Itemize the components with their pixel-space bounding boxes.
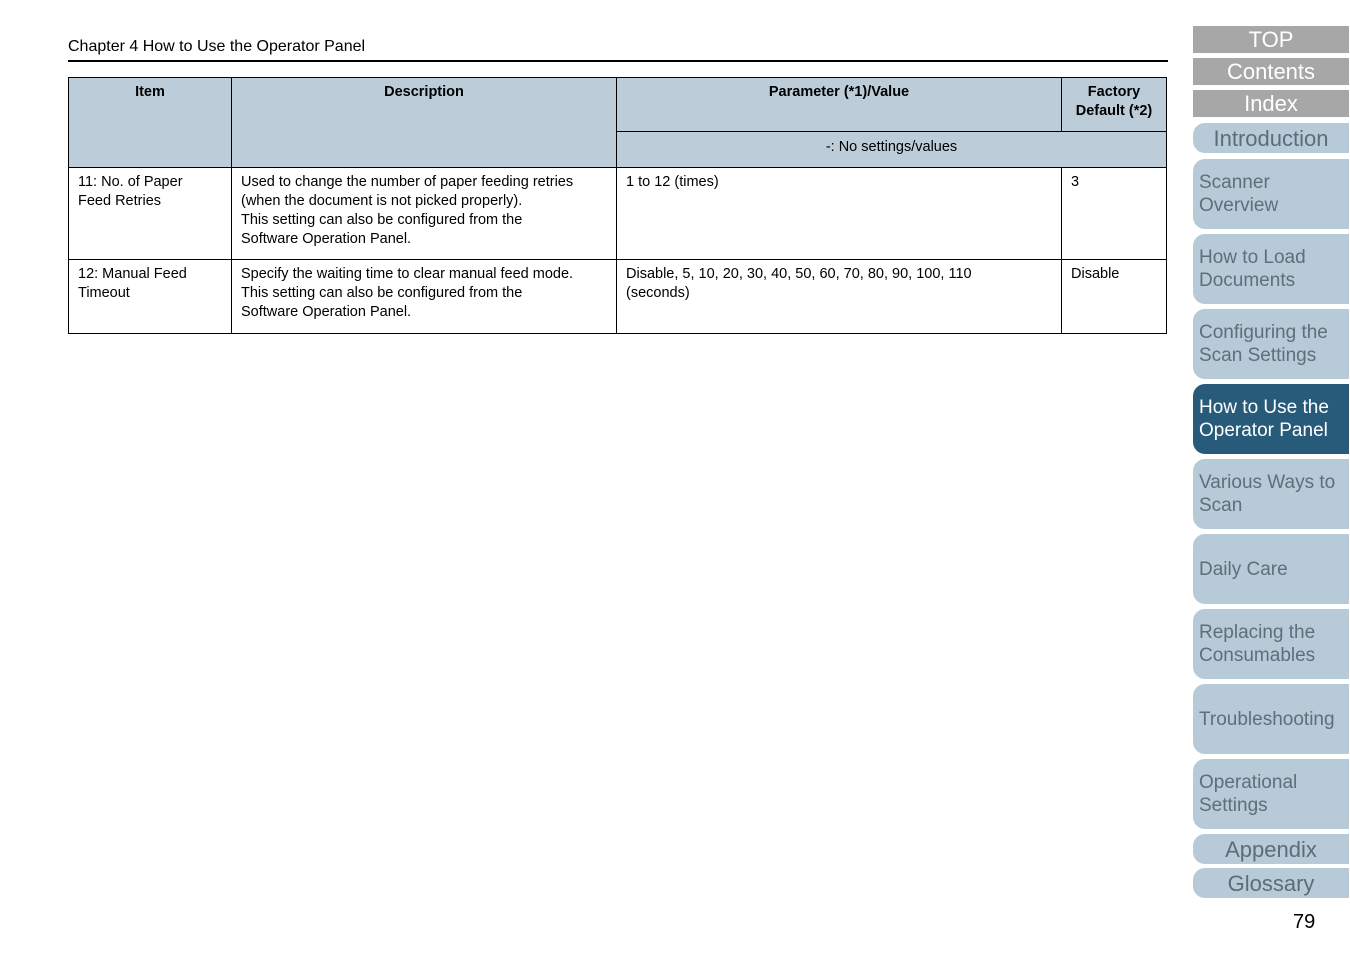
no-settings-note: -: No settings/values: [617, 132, 1167, 168]
nav-tab-appendix[interactable]: Appendix: [1193, 834, 1349, 864]
chapter-title: Chapter 4 How to Use the Operator Panel: [68, 38, 366, 55]
nav-index-button[interactable]: Index: [1193, 90, 1349, 117]
table-row: [69, 260, 1167, 334]
settings-table: [68, 77, 1167, 334]
column-header-parameter: Parameter (*1)/Value: [617, 78, 1062, 132]
header-rule: [68, 60, 1168, 62]
nav-tab-operational-settings[interactable]: Operational Settings: [1193, 759, 1349, 829]
value-cell: 1 to 12 (times): [617, 168, 1062, 260]
default-cell: Disable: [1062, 260, 1167, 334]
table-row: [69, 168, 1167, 260]
item-cell: 12: Manual Feed Timeout: [69, 260, 232, 334]
description-cell: Used to change the number of paper feeding retries (when the document is not picked properly). This setting can also be configured from the Software Operation Panel.: [232, 168, 617, 260]
nav-tab-troubleshooting[interactable]: Troubleshooting: [1193, 684, 1349, 754]
nav-tab-operator-panel[interactable]: How to Use the Operator Panel: [1193, 384, 1349, 454]
nav-top-button[interactable]: TOP: [1193, 26, 1349, 53]
nav-tab-scanner-overview[interactable]: Scanner Overview: [1193, 159, 1349, 229]
nav-tab-introduction[interactable]: Introduction: [1193, 123, 1349, 153]
value-cell: Disable, 5, 10, 20, 30, 40, 50, 60, 70, 80, 90, 100, 110 (seconds): [617, 260, 1062, 334]
default-cell: 3: [1062, 168, 1167, 260]
item-cell: 11: No. of Paper Feed Retries: [69, 168, 232, 260]
nav-tab-daily-care[interactable]: Daily Care: [1193, 534, 1349, 604]
nav-tab-configuring-scan-settings[interactable]: Configuring the Scan Settings: [1193, 309, 1349, 379]
column-header-item: Item: [69, 78, 232, 168]
column-header-factory-default: Factory Default (*2): [1062, 78, 1167, 132]
nav-tab-replacing-consumables[interactable]: Replacing the Consumables: [1193, 609, 1349, 679]
nav-tab-how-to-load-documents[interactable]: How to Load Documents: [1193, 234, 1349, 304]
column-header-description: Description: [232, 78, 617, 168]
nav-tab-glossary[interactable]: Glossary: [1193, 868, 1349, 898]
description-cell: Specify the waiting time to clear manual feed mode. This setting can also be configured from the Software Operation Panel.: [232, 260, 617, 334]
page-number: 79: [1293, 911, 1316, 933]
nav-tab-various-ways-to-scan[interactable]: Various Ways to Scan: [1193, 459, 1349, 529]
nav-contents-button[interactable]: Contents: [1193, 58, 1349, 85]
